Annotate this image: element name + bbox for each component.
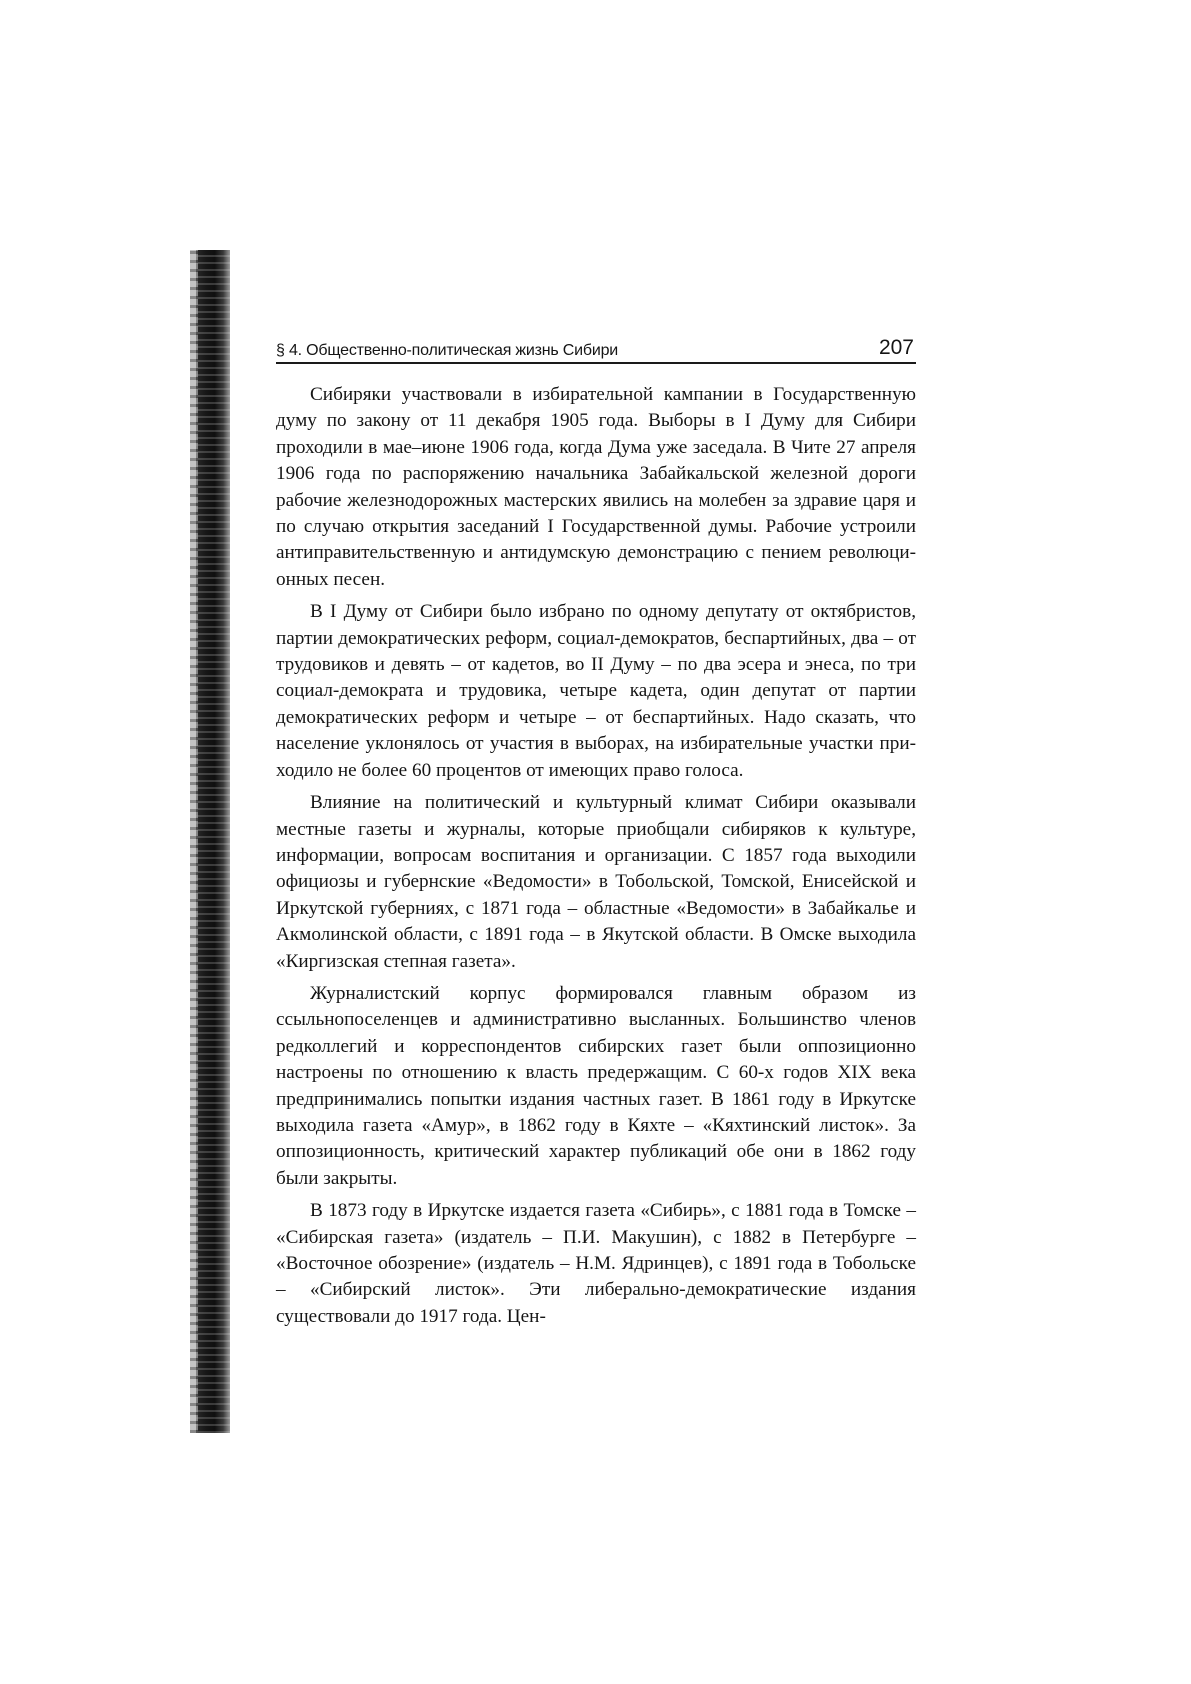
running-title: § 4. Общественно-политическая жизнь Сибири [276,342,619,359]
scanned-page-edge [196,250,230,1433]
body-text [276,382,916,1330]
paragraph-liberal-press: В 1873 году в Иркутске издается газета «Сибирь», с 1881 года в Томске – «Сибирская газета» (издатель – П.И. Макушин), с 1882 в Петербурге – «Восточное обозрение» (издатель – Н.М. Ядринцев), с 1891 года в Тобольске – «Сибирский листок». Эти либерально-демократические издания существовали до 1917 года. Цен- [276,1200,916,1327]
running-header [276,330,916,364]
page-number: 207 [878,336,914,359]
paragraph-duma-deputies: В I Думу от Сибири было избрано по одному депутату от октябристов, партии демократических реформ, социал-демократов, беспартийных, два – от трудовиков и девять – от кадетов, во II Думу – по два эсера и энеса, по три социал-демократа и трудовика, четыре кадета, один депутат от партии демократических реформ и четыре – от беспартийных. Надо сказать, что население уклонялось от участия в выборах, на избирательные участки приходило не более 60 процентов от имеющих право голоса. [276,601,916,781]
paragraph-journalists: Журналистский корпус формировался главным образом из ссыльнопоселенцев и административно высланных. Большинство членов редколлегий и корреспондентов сибирских газет были оппозиционно настроены по отношению к власть предержащим. С 60-х годов XIX века предпринимались попытки издания частных газет. В 1861 году в Иркутске выходила газета «Амур», в 1862 году в Кяхте – «Кяхтинский листок». За оппозиционность, критический характер публикаций обе они в 1862 году были закрыты. [276,982,916,1189]
paragraph-press-influence: Влияние на политический и культурный климат Сибири оказывали местные газеты и журналы, которые приобщали сибиряков к культуре, информации, вопросам воспитания и организации. С 1857 года выходили официозы и губернские «Ведомости» в Тобольской, Томской, Енисейской и Иркутской губерниях, с 1871 года – областные «Ведомости» в Забайкалье и Акмолинской области, с 1891 года – в Якутской области. В Омске выходила «Киргизская степная газета». [276,792,916,972]
book-page [276,330,916,1336]
paragraph-duma-elections: Сибиряки участвовали в избирательной кампании в Государственную думу по закону от 11 декабря 1905 года. Выборы в I Думу для Сибири проходили в мае–июне 1906 года, когда Дума уже заседала. В Чите 27 апреля 1906 года по распоряжению начальника Забайкальской железной дороги рабочие железнодорожных мастерских явились на молебен за здравие царя и по случаю открытия заседаний I Государственной думы. Рабочие устроили антиправительственную и антидумскую демонстрацию с пением революционных песен. [276,384,916,590]
